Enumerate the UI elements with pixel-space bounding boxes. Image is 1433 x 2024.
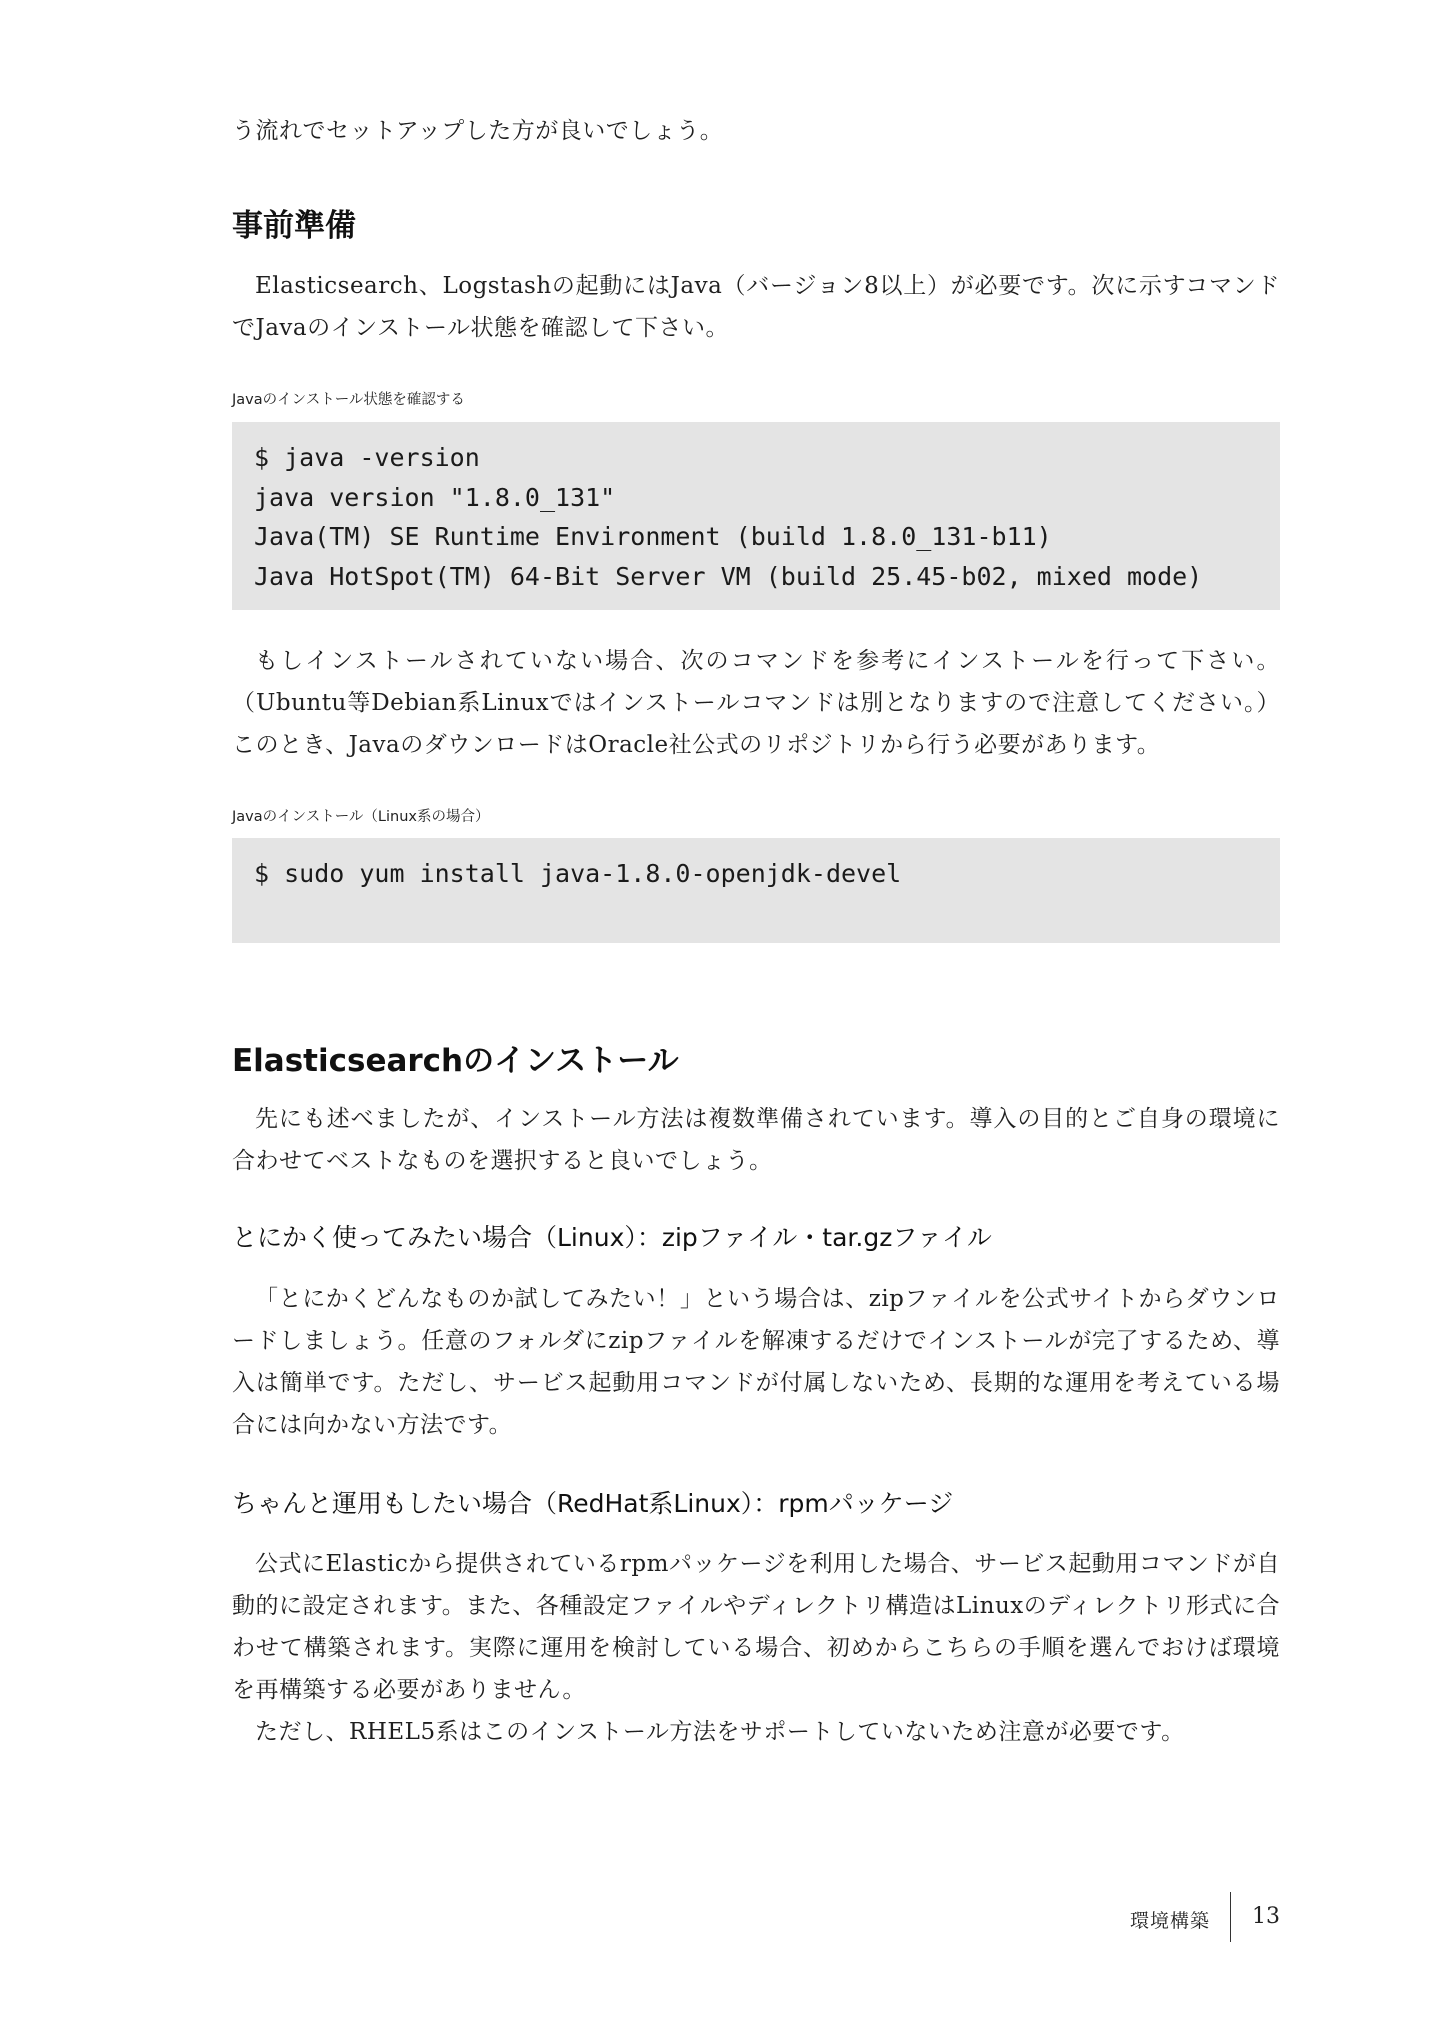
subheading-zip: とにかく使ってみたい場合（Linux）：zipファイル・tar.gzファイル — [232, 1223, 992, 1252]
intro-text: う流れでセットアップした方が良いでしょう。 — [232, 118, 724, 144]
install-paragraph-1: 先にも述べましたが、インストール方法は複数準備されています。導入の目的とご自身の環境に合わせてベストなものを選択すると良いでしょう。 — [232, 1106, 1280, 1174]
code-line: Java HotSpot(TM) 64-Bit Server VM (build 25.45-b02, mixed mode) — [254, 561, 1203, 591]
code-block-java-version — [232, 422, 1280, 610]
section-heading-install: Elasticsearchのインストール — [232, 1043, 679, 1079]
code-caption-java-install: Javaのインストール（Linux系の場合） — [232, 809, 490, 825]
prep-paragraph-2: もしインストールされていない場合、次のコマンドを参考にインストールを行って下さい。（Ubuntu等Debian系Linuxではインストールコマンドは別となりますので注意してください。）このとき、JavaのダウンロードはOracle社公式のリポジトリから行う必要があります。 — [232, 648, 1280, 758]
code-line: java version "1.8.0_131" — [254, 482, 616, 512]
code-block-java-install — [232, 838, 1280, 943]
page-number: 13 — [1252, 1904, 1280, 1929]
rpm-paragraph-2: ただし、RHEL5系はこのインストール方法をサポートしていないため注意が必要です。 — [255, 1719, 1185, 1745]
zip-paragraph: 「とにかくどんなものか試してみたい！」という場合は、zipファイルを公式サイトからダウンロードしましょう。任意のフォルダにzipファイルを解凍するだけでインストールが完了するため、導入は簡単です。ただし、サービス起動用コマンドが付属しないため、長期的な運用を考えている場合には向かない方法です。 — [232, 1286, 1280, 1438]
code-line: Java(TM) SE Runtime Environment (build 1.8.0_131-b11) — [254, 522, 1052, 551]
footer-section-label: 環境構築 — [1130, 1910, 1211, 1932]
subheading-rpm: ちゃんと運用もしたい場合（RedHat系Linux）：rpmパッケージ — [232, 1489, 954, 1518]
prep-paragraph-1: Elasticsearch、Logstashの起動にはJava（バージョン8以上）が必要です。次に示すコマンドでJavaのインストール状態を確認して下さい。 — [232, 273, 1280, 341]
footer-divider — [1230, 1892, 1231, 1942]
code-line: $ java -version — [254, 443, 480, 472]
section-heading-prep: 事前準備 — [232, 208, 356, 244]
rpm-paragraph-1: 公式にElasticから提供されているrpmパッケージを利用した場合、サービス起動用コマンドが自動的に設定されます。また、各種設定ファイルやディレクトリ構造はLinuxのディレクトリ形式に合わせて構築されます。実際に運用を検討している場合、初めからこちらの手順を選んでおけば環境を再構築する必要がありません。 — [232, 1551, 1280, 1703]
code-line: $ sudo yum install java-1.8.0-openjdk-devel — [254, 859, 902, 888]
code-caption-java-check: Javaのインストール状態を確認する — [232, 392, 465, 408]
